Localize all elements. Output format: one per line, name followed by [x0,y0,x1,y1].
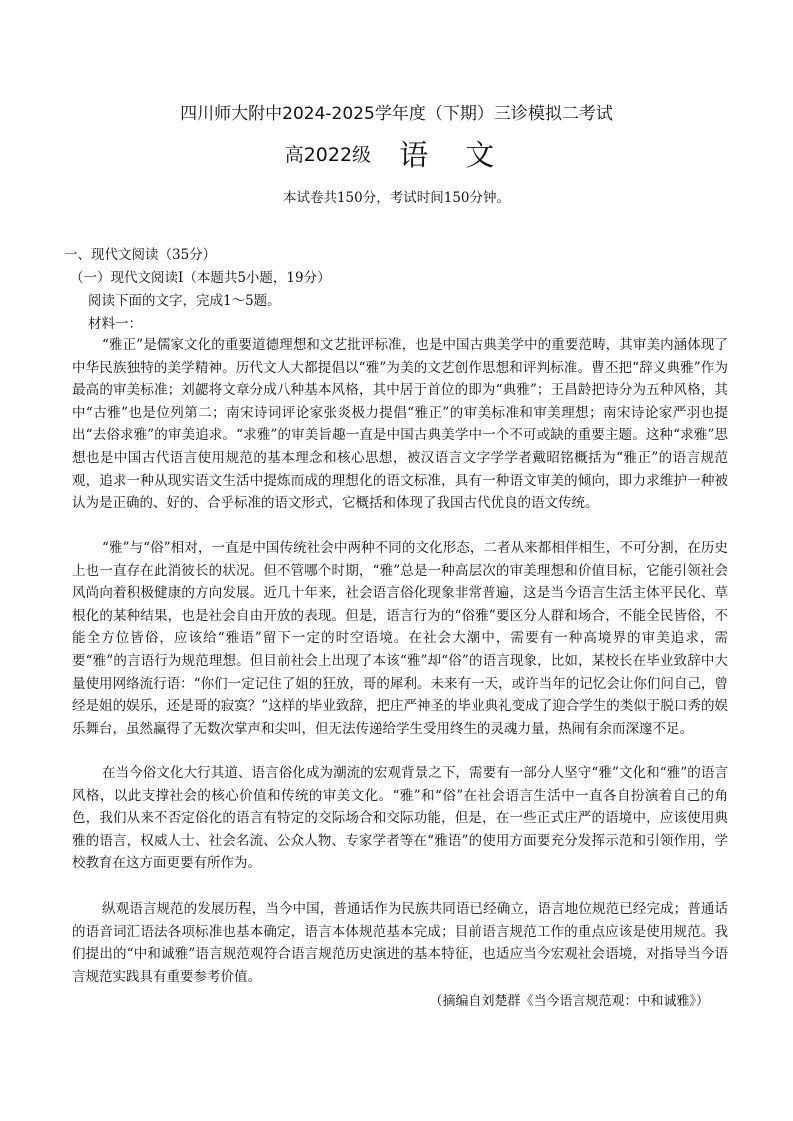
reading-instruction: 阅读下面的文字，完成1～5题。 [88,293,281,309]
paragraph-1: “雅正”是儒家文化的重要道德理想和文艺批评标准，也是中国古典美学中的重要范畴，其审美内涵体现了中华民族独特的美学精神。历代文人大都提倡以“雅”为美的文艺创作思想和评判标准。曹丕把“辞义典雅”作为最高的审美标准；刘勰将文章分成八种基本风格，其中居于首位的即为“典雅”；王昌龄把诗分为五种风格，其中“古雅”也是位列第二；南宋诗词评论家张炎极力提倡“雅正”的审美标准和审美理想；南宋诗论家严羽也提出“去俗求雅”的审美追求。“求雅”的审美旨趣一直是中国古典美学中一个不可或缺的重要主题。这种“求雅”思想也是中国古代语言使用规范的基本理念和核心思想，被汉语言文字学学者戴昭铭概括为“雅正”的语言规范观，追求一种从现实语文生活中提炼而成的理想化的语文标准，具有一种语文审美的倾向，即力求维护一种被认为是正确的、好的、合乎标准的语文形式，它概括和体现了我国古代优良的语文传统。 [72,337,728,512]
section-heading: 一、现代文阅读（35分） [64,247,217,263]
paragraph-4: 纵观语言规范的发展历程，当今中国，普通话作为民族共同语已经确立，语言地位规范已经完成；普通话的语音词汇语法各项标准也基本确定，语言本体规范基本完成；目前语言规范工作的重点应该是使用规范。我们提出的“中和诚雅”语言规范观符合语言规范历史演进的基本特征，也适应当今宏观社会语境，对指导当今语言规范实践具有重要参考价值。 [72,901,728,985]
sub-section-heading: （一）现代文阅读Ⅰ（本题共5小题，19分） [70,270,331,286]
exam-subtitle [0,133,793,174]
subject-label: 语 文 [399,138,509,172]
exam-info: 本试卷共150分，考试时间150分钟。 [282,190,511,206]
source-citation: （摘编自刘楚群《当今语言规范观：中和诚雅》） [429,994,709,1009]
grade-label: 高2022级 [284,144,372,166]
paragraph-2: “雅”与“俗”相对，一直是中国传统社会中两种不同的文化形态，二者从来都相伴相生，不可分割，在历史上也一直存在此消彼长的状况。但不管哪个时期，“雅”总是一种高层次的审美理想和价值目标，它能引领社会风尚向着积极健康的方向发展。近几十年来，社会语言俗化现象非常普遍，这是当今语言生活主体平民化、草根化的某种结果，也是社会自由开放的表现。但是，语言行为的“俗雅”要区分人群和场合，不能全民皆俗，不能全方位皆俗，应该给“雅语”留下一定的时空语境。在社会大潮中，需要有一种高境界的审美追求，需要“雅”的言语行为规范理想。但目前社会上出现了本该“雅”却“俗”的语言现象，比如，某校长在毕业致辞中大量使用网络流行语：“你们一定记住了姐的狂放，哥的犀利。未来有一天，或许当年的记忆会让你们问自己，曾经是姐的娱乐，还是哥的寂寞？”这样的毕业致辞，把庄严神圣的毕业典礼变成了迎合学生的类似于脱口秀的娱乐舞台，虽然赢得了无数次掌声和尖叫，但无法传递给学生受用终生的灵魂力量，热闹有余而深邃不足。 [72,540,728,737]
exam-title: 四川师大附中2024-2025学年度（下期）三诊模拟二考试 [180,104,613,124]
material-label: 材料一： [88,316,142,332]
paragraph-3: 在当今俗文化大行其道、语言俗化成为潮流的宏观背景之下，需要有一部分人坚守“雅”文化和“雅”的语言风格，以此支撑社会的核心价值和传统的审美文化。“雅”和“俗”在社会语言生活中一直各自扮演着自己的角色，我们从来不否定俗化的语言有特定的交际场合和交际功能，但是，在一些正式庄严的语境中，应该使用典雅的语言，权威人士、社会名流、公众人物、专家学者等在“雅语”的使用方面要充分发挥示范和引领作用，学校教育在这方面更要有所作为。 [72,765,728,872]
